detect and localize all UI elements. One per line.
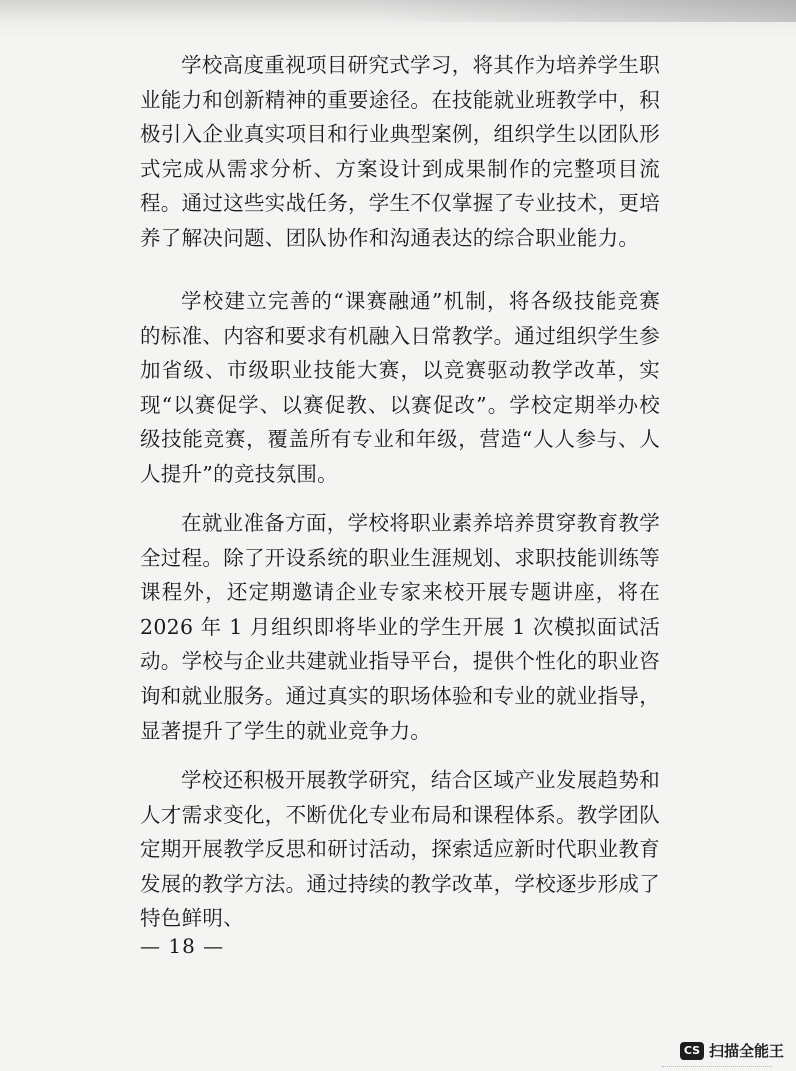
page-number: — 18 —	[140, 934, 225, 958]
paragraph-employment-preparation: 在就业准备方面，学校将职业素养培养贯穿教育教学全过程。除了开设系统的职业生涯规划、求职技能训练等课程外，还定期邀请企业专家来校开展专题讲座，将在 2026 年 1 月组织即将毕业的学生开展 1 次模拟面试活动。学校与企业共建就业指导平台，提供个性化的职业咨询和就业服务。通过真实的职场体验和专业的就业指导，显著提升了学生的就业竞争力。	[140, 511, 660, 743]
camscanner-logo-icon: CS	[680, 1042, 704, 1060]
paragraph-project-learning: 学校高度重视项目研究式学习，将其作为培养学生职业能力和创新精神的重要途径。在技能就业班教学中，积极引入企业真实项目和行业典型案例，组织学生以团队形式完成从需求分析、方案设计到成果制作的完整项目流程。通过这些实战任务，学生不仅掌握了专业技术，更培养了解决问题、团队协作和沟通表达的综合职业能力。	[140, 53, 660, 250]
paragraph-competition-integration: 学校建立完善的“课赛融通”机制，将各级技能竞赛的标准、内容和要求有机融入日常教学。通过组织学生参加省级、市级职业技能大赛，以竞赛驱动教学改革，实现“以赛促学、以赛促教、以赛促改”。学校定期举办校级技能竞赛，覆盖所有专业和年级，营造“人人参与、人人提升”的竞技氛围。	[140, 289, 660, 486]
watermark-subtext-line	[662, 1066, 772, 1071]
camscanner-app-name: 扫描全能王	[708, 1042, 784, 1060]
paragraph-teaching-research: 学校还积极开展教学研究，结合区域产业发展趋势和人才需求变化，不断优化专业布局和课程体系。教学团队定期开展教学反思和研讨活动，探索适应新时代职业教育发展的教学方法。通过持续的教学改革，学校逐步形成了特色鲜明、	[140, 768, 660, 931]
camscanner-watermark	[680, 1040, 784, 1061]
